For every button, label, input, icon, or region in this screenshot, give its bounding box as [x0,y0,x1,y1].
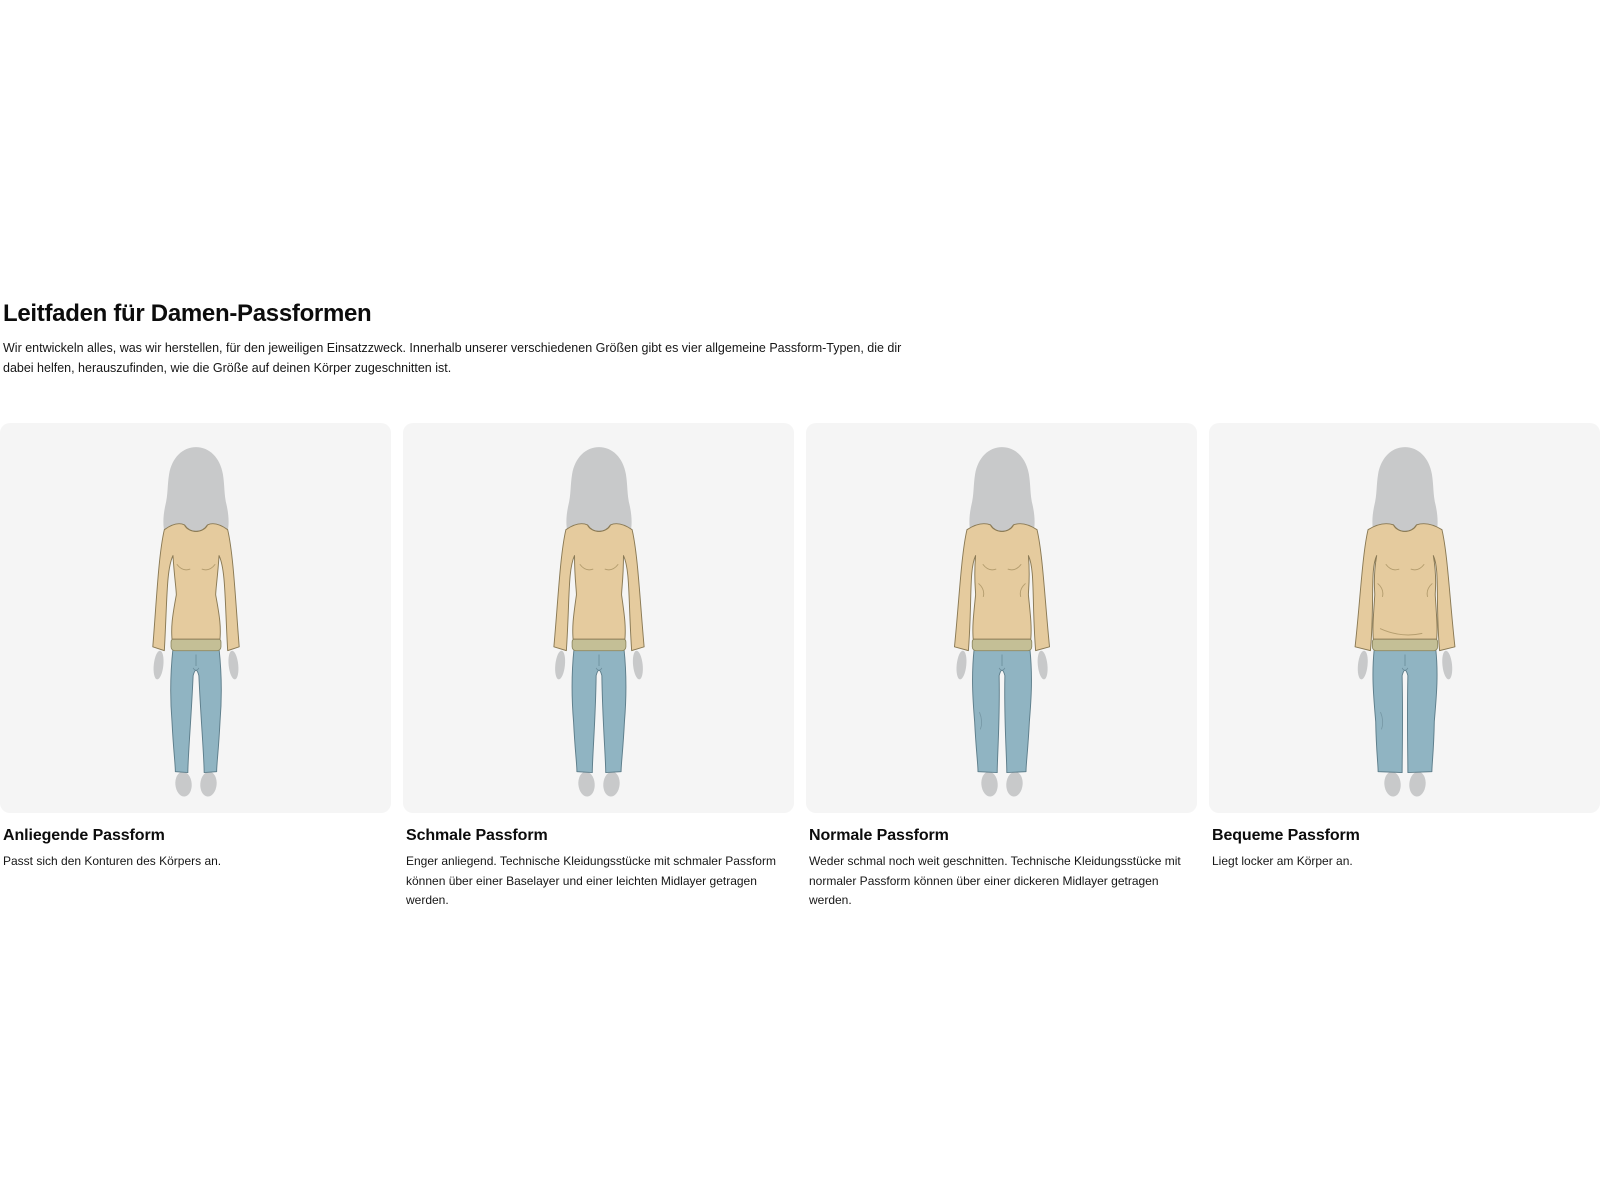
fit-card-text [0,813,391,872]
page-title: Leitfaden für Damen-Passformen [3,300,372,327]
fit-card-description: Weder schmal noch weit geschnitten. Technische Kleidungsstücke mit normaler Passform können über einer dickeren Midlayer getragen werden. [809,853,1181,908]
woman-figure-fitted [0,423,391,813]
fit-card-title: Schmale Passform [406,826,548,844]
fit-card-schmale-passform [403,423,794,911]
fit-card-description: Liegt locker am Körper an. [1212,853,1353,868]
fit-cards-row [0,423,1600,911]
woman-figure-slim [403,423,794,813]
fit-card-title: Anliegende Passform [3,826,165,844]
fit-card-description: Passt sich den Konturen des Körpers an. [3,853,222,868]
fit-card-description: Enger anliegend. Technische Kleidungsstücke mit schmaler Passform können über einer Baselayer und einer leichten Midlayer getragen werden. [406,853,776,908]
fit-card-title: Bequeme Passform [1212,826,1360,844]
fit-card-anliegende-passform [0,423,391,911]
fit-card-title: Normale Passform [809,826,949,844]
fit-card-text [806,813,1197,911]
fit-guide-header [0,300,1600,379]
fit-card-normale-passform [806,423,1197,911]
fit-card-text [403,813,794,911]
woman-figure-relaxed [1209,423,1600,813]
woman-figure-regular [806,423,1197,813]
fit-card-bequeme-passform [1209,423,1600,911]
intro-text: Wir entwickeln alles, was wir herstellen, für den jeweiligen Einsatzzweck. Innerhalb unserer verschiedenen Größen gibt es vier allgemeine Passform-Typen, die dir dabei helfen, herauszufinden, wie die Größe auf deinen Körper zugeschnitten ist. [3,340,902,376]
fit-card-text [1209,813,1600,872]
